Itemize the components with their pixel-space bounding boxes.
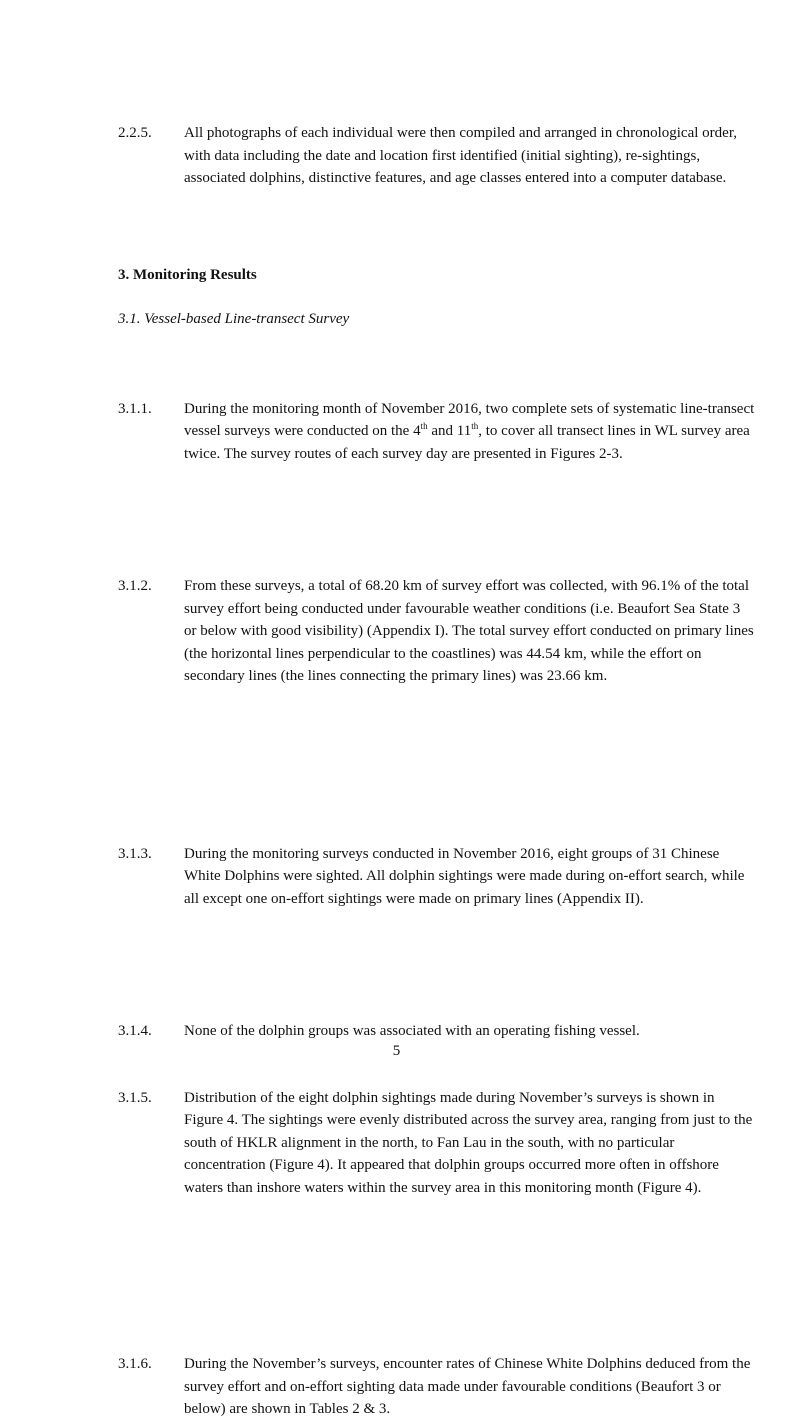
subsection-heading-vessel-survey: 3.1. Vessel-based Line-transect Survey — [118, 311, 350, 327]
paragraph-text: All photographs of each individual were then compiled and arranged in chronological order, with data including the date and location first identified (initial sighting), re-sightings, associated dolphins, distinctive features, and age classes entered into a computer database. — [184, 125, 737, 186]
paragraph-text: During the November’s surveys, encounter rates of Chinese White Dolphins deduced from the survey effort and on-effort sighting data made under favourable conditions (Beaufort 3 or below) are shown in Tables 2 & 3. — [184, 1356, 751, 1417]
paragraph-number: 3.1.4. — [118, 1023, 152, 1039]
paragraph-3-1-5 — [118, 1087, 756, 1200]
paragraph-2-2-5 — [118, 122, 756, 190]
paragraph-number: 3.1.5. — [118, 1089, 152, 1106]
paragraph-text: During the monitoring surveys conducted in November 2016, eight groups of 31 Chinese White Dolphins were sighted. All dolphin sightings were made during on-effort search, while all except one on-effort sightings were made on primary lines (Appendix II). — [184, 845, 745, 907]
page-number: 5 — [392, 1043, 401, 1059]
paragraph-text: Distribution of the eight dolphin sightings made during November’s surveys is shown in Figure 4. The sightings were evenly distributed across the survey area, ranging from just to the south of HKLR alignment in the north, to Fan Lau in the south, with no particular concentration (Figure 4). It appeared that dolphin groups occurred more often in offshore waters than inshore waters within the survey area in this monitoring month (Figure 4). — [184, 1089, 753, 1196]
paragraph-text: None of the dolphin groups was associated with an operating fishing vessel. — [184, 1023, 640, 1039]
paragraph-number: 3.1.3. — [118, 845, 152, 862]
paragraph-number: 3.1.1. — [118, 400, 152, 417]
paragraph-3-1-3 — [118, 843, 756, 911]
paragraph-3-1-2 — [118, 575, 756, 688]
paragraph-text: During the monitoring month of November 2016, two complete sets of systematic line-transect vessel surveys were conducted on the 4th and 11th, to cover all transect lines in WL survey area twice. The survey routes of each survey day are presented in Figures 2-3. — [184, 400, 755, 462]
paragraph-number: 2.2.5. — [118, 125, 152, 141]
paragraph-number: 3.1.6. — [118, 1356, 152, 1372]
section-heading-monitoring-results: 3. Monitoring Results — [118, 267, 257, 283]
paragraph-3-1-1 — [118, 398, 756, 466]
paragraph-number: 3.1.2. — [118, 578, 152, 594]
paragraph-3-1-6 — [118, 1353, 756, 1421]
paragraph-text: From these surveys, a total of 68.20 km of survey effort was collected, with 96.1% of the total survey effort being conducted under favourable weather conditions (i.e. Beaufort Sea State 3 or below with good visibility) (Appendix I). The total survey effort conducted on primary lines (the horizontal lines perpendicular to the coastlines) was 44.54 km, while the effort on secondary lines (the lines connecting the primary lines) was 23.66 km. — [184, 578, 754, 684]
